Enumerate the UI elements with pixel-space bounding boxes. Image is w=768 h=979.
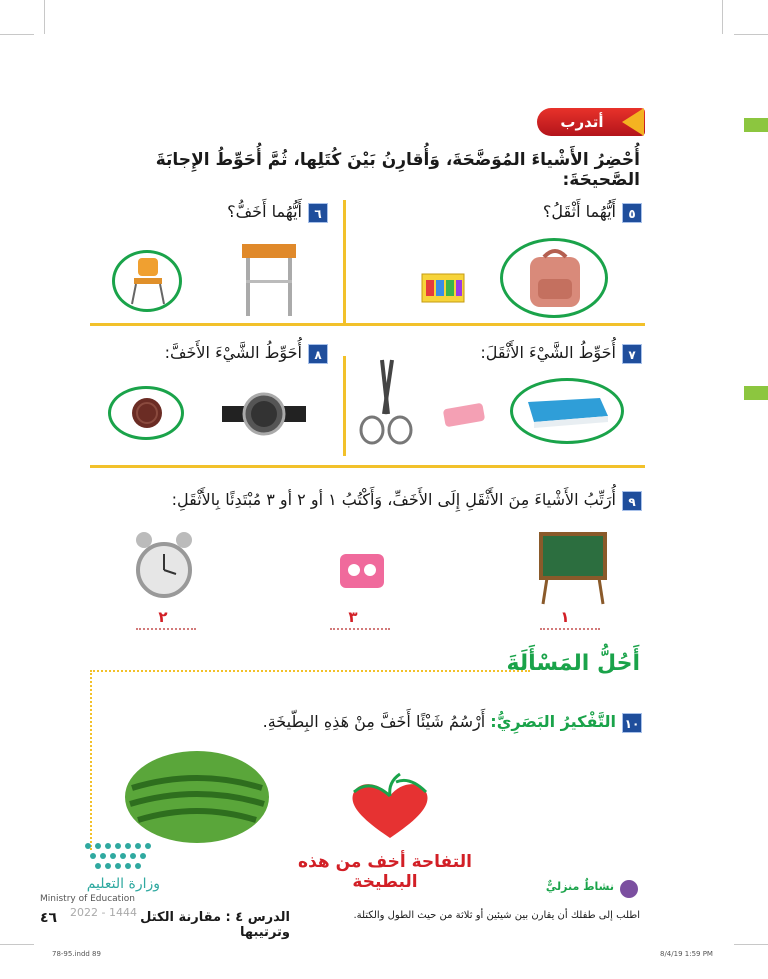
instruction: أُحْضِرُ الأَشْياءَ المُوَضَّحَةَ، وَأُقارِنُ بَيْنَ كُتَلِها، ثُمَّ أُحَوِّطُ الإِجابَةَ الصَّحيحَةَ:: [155, 150, 640, 190]
question-number: ٥: [622, 203, 642, 223]
home-activity-text: اطلب إلى طفلك أن يقارن بين شيئين أو ثلاثة من حيث الطول والكتلة.: [353, 910, 640, 921]
question-number: ٨: [308, 344, 328, 364]
answer-line: [330, 628, 390, 630]
crop-mark: [0, 34, 34, 35]
crop-mark: [734, 34, 768, 35]
order-answer-sharpener[interactable]: ٣: [348, 608, 358, 626]
question-number: ١٠: [622, 713, 642, 733]
divider: [343, 200, 346, 325]
home-activity-label: نشاطٌ منزليٌّ: [545, 880, 614, 893]
eraser-icon: [440, 400, 490, 430]
question-text: أَرْسُمُ شَيْئًا أَخَفَّ مِنْ هَذِهِ البِطّيخَةِ.: [262, 712, 486, 731]
question-number: ٩: [622, 491, 642, 511]
watch-icon: [220, 392, 308, 436]
question-text: أَيُّهُما أَثْقَلُ؟: [542, 202, 616, 221]
print-date-mark: 8/4/19 1:59 PM: [660, 950, 713, 958]
question-text: أُرَتِّبُ الأَشْياءَ مِنَ الأَثْقَلِ إِلَى الأَخَفِّ، وَأَكْتُبُ ١ أو ٢ أو ٣ مُبْتَدِئًا بِالأَثْقَلِ:: [171, 490, 616, 509]
book-icon: [520, 390, 612, 430]
side-tab: [744, 118, 768, 132]
crop-mark: [722, 0, 723, 34]
ministry-name: وزارة التعليم: [86, 876, 160, 892]
question-text: أُحَوِّطُ الشَّيْءَ الأَثْقَلَ:: [480, 343, 616, 362]
question-text: أُحَوِّطُ الشَّيْءَ الأَخَفَّ:: [164, 343, 302, 362]
answer-line: [540, 628, 600, 630]
question-text: أَيُّهُما أَخَفُّ؟: [227, 202, 302, 221]
alarm-clock-icon: [134, 530, 194, 606]
watermelon-icon: [122, 748, 272, 846]
divider: [90, 465, 645, 468]
scissors-icon: [358, 356, 414, 446]
divider: [343, 356, 346, 456]
divider: [90, 323, 645, 326]
question-5: [360, 202, 642, 223]
practice-banner: أتدرب: [537, 108, 645, 136]
visual-thinking-label: التَّفْكيرُ البَصَرِيُّ:: [490, 712, 616, 731]
side-tab: [744, 386, 768, 400]
crop-mark: [734, 944, 768, 945]
crop-mark: [44, 0, 45, 34]
order-answer-board[interactable]: ١: [560, 608, 570, 626]
section-divider: [90, 670, 92, 850]
edition-year: 2022 - 1444: [70, 906, 137, 919]
ministry-logo-icon: [80, 838, 160, 874]
sharpener-icon: [336, 550, 388, 592]
question-10: [200, 712, 642, 733]
apple-drawing-icon: [340, 772, 440, 844]
answer-line: [136, 628, 196, 630]
question-number: ٧: [622, 344, 642, 364]
lesson-title: الدرس ٤ : مقارنة الكتل وترتيبها: [140, 910, 290, 940]
ministry-english: Ministry of Education: [40, 894, 135, 904]
question-9: [100, 490, 642, 511]
crayon-box-icon: [420, 268, 466, 306]
problem-title: أَحُلُّ المَسْأَلَةَ: [506, 651, 640, 676]
banner-arrow-icon: [622, 108, 644, 136]
question-8: [100, 343, 328, 364]
answer-caption: التفاحة أخف من هذه البطيخة: [298, 852, 472, 892]
backpack-icon: [520, 245, 590, 311]
button-icon: [130, 396, 164, 430]
page-number: ٤٦: [40, 910, 58, 926]
chair-icon: [128, 256, 168, 306]
crop-mark: [0, 944, 34, 945]
question-number: ٦: [308, 203, 328, 223]
print-file-mark: 78-95.indd 89: [52, 950, 101, 958]
chalkboard-icon: [537, 530, 609, 606]
question-6: [100, 202, 328, 223]
desk-icon: [238, 240, 300, 318]
order-answer-clock[interactable]: ٢: [158, 608, 168, 626]
home-activity-icon: [620, 880, 638, 898]
